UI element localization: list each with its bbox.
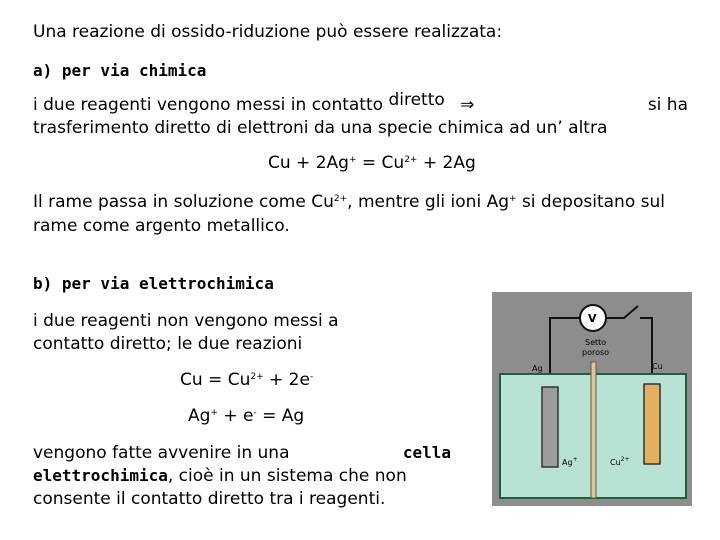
intro-text: Una reazione di ossido-riduzione può essere realizzata: <box>33 22 503 42</box>
electrochemical-cell-figure <box>492 292 692 506</box>
electrode-label-cu: Cu <box>652 362 663 371</box>
ion-cu-text: Cu <box>610 458 621 467</box>
voltmeter-label: V <box>588 312 597 325</box>
section-b-line2: contatto diretto; le due reazioni <box>33 334 303 354</box>
cella-text: vengono fatte avvenire in una <box>33 443 290 463</box>
main-equation <box>268 153 476 173</box>
septum-label-2: poroso <box>582 348 610 357</box>
rame-text: , mentre gli ioni Ag <box>347 192 509 212</box>
half-reaction-oxidation <box>180 370 313 390</box>
eq-charge: + <box>348 155 357 165</box>
diretto-word: diretto <box>388 90 445 110</box>
half1-charge: 2+ <box>250 372 264 382</box>
ion-label-ag <box>562 458 578 467</box>
copper-electrode <box>644 384 660 464</box>
ion-ag-text: Ag <box>562 458 573 467</box>
rame-text: Il rame passa in soluzione come Cu <box>33 192 334 212</box>
section-a-heading: a) per via chimica <box>33 61 207 80</box>
half2-charge: - <box>253 408 257 418</box>
section-a-line1-end: si ha <box>647 95 688 115</box>
silver-electrode <box>542 387 558 467</box>
rame-line1 <box>33 192 665 212</box>
implies-arrow-icon: ⇒ <box>460 95 475 115</box>
section-b-line1: i due reagenti non vengono messi a <box>33 311 339 331</box>
section-b-heading: b) per via elettrochimica <box>33 274 274 293</box>
septum-label-1: Setto <box>585 338 607 347</box>
half2-part: + e <box>217 406 254 426</box>
ion-ag-charge: + <box>572 456 578 463</box>
eq-part: + 2Ag <box>417 153 476 173</box>
cella-line1 <box>33 443 451 463</box>
elettrochimica-bold: elettrochimica <box>33 466 168 485</box>
half1-part: Cu = Cu <box>180 370 251 390</box>
half-reaction-reduction <box>188 406 304 426</box>
rame-line2: rame come argento metallico. <box>33 216 290 236</box>
cella-line3: consente il contatto diretto tra i reagenti. <box>33 489 386 509</box>
cella-text: , cioè in un sistema che non <box>167 466 407 486</box>
eq-part: Cu + 2Ag <box>268 153 349 173</box>
electrode-label-ag: Ag <box>532 364 543 373</box>
half2-charge: + <box>210 408 218 418</box>
half2-part: = Ag <box>256 406 305 426</box>
eq-part: = Cu <box>356 153 405 173</box>
ion-cu-charge: 2+ <box>620 456 630 463</box>
rame-charge: 2+ <box>333 194 348 204</box>
eq-charge: 2+ <box>404 155 418 165</box>
section-a-line1 <box>33 90 688 115</box>
cella-line2 <box>33 466 407 486</box>
cella-bold: cella <box>402 443 451 462</box>
half2-part: Ag <box>188 406 211 426</box>
rame-text: si depositano sul <box>516 192 665 212</box>
rame-charge: + <box>509 194 517 204</box>
section-a-line2: trasferimento diretto di elettroni da una specie chimica ad un’ altra <box>33 118 608 138</box>
half1-charge: - <box>309 372 314 382</box>
right-wire-switch <box>606 306 652 384</box>
septum-icon <box>591 362 596 498</box>
half1-part: + 2e <box>263 370 310 390</box>
section-a-line1-text: i due reagenti vengono messi in contatto <box>33 95 384 115</box>
ion-label-cu <box>610 458 630 467</box>
